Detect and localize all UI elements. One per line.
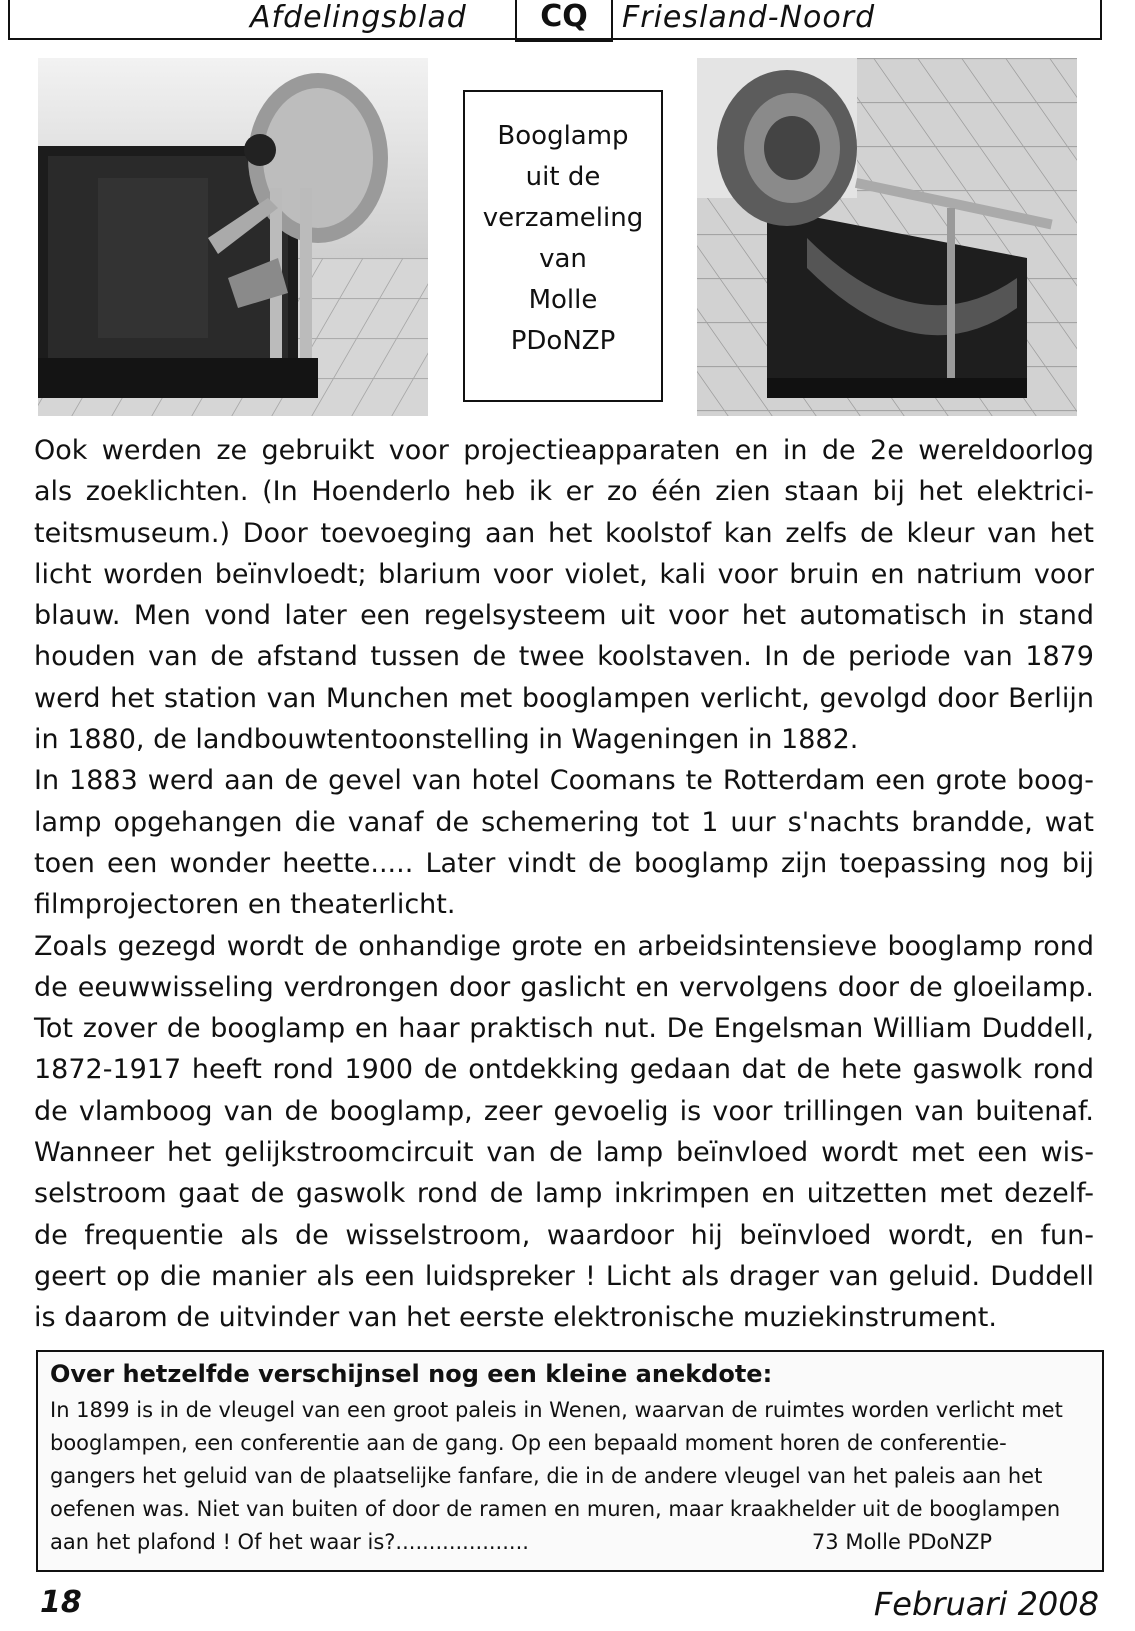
- caption-line: van: [539, 244, 587, 274]
- body-line: de frequentie als de wisselstroom, waardoor hij beïnvloed wordt, en fun-: [34, 1219, 1094, 1251]
- body-line: houden van de afstand tussen de twee koolstaven. In de periode van 1879: [34, 641, 1094, 673]
- photo-right: [697, 58, 1077, 416]
- body-line: werd het station van Munchen met booglampen verlicht, gevolgd door Berlijn: [34, 682, 1094, 714]
- page-header: [8, 0, 1102, 40]
- header-center-box: CQ: [515, 0, 613, 42]
- body-line: filmprojectoren en theaterlicht.: [34, 889, 456, 921]
- body-line: is daarom de uitvinder van het eerste elektronische muziekinstrument.: [34, 1302, 997, 1334]
- body-line: selstroom gaat de gaswolk rond de lamp inkrimpen en uitzetten met dezelf-: [34, 1178, 1094, 1210]
- body-line: licht worden beïnvloedt; blarium voor violet, kali voor bruin en natrium voor: [34, 558, 1094, 590]
- caption-line: uit de: [525, 162, 601, 192]
- body-line: toen een wonder heette..... Later vindt de booglamp zijn toepassing nog bij: [34, 847, 1094, 879]
- anecdote-last-line: [50, 1526, 1092, 1559]
- anecdote-line: gangers het geluid van de plaatselijke fanfare, die in de andere vleugel van het paleis aan het: [50, 1464, 1043, 1488]
- body-line: blauw. Men vond later een regelsysteem uit voor het automatisch in stand: [34, 600, 1094, 632]
- body-line: Wanneer het gelijkstroomcircuit van de lamp beïnvloed wordt met een wis-: [34, 1137, 1094, 1169]
- caption-line: verzameling: [482, 203, 644, 233]
- body-line: teitsmuseum.) Door toevoeging aan het koolstof kan zelfs de kleur van het: [34, 517, 1094, 549]
- header-right-title: Friesland-Noord: [622, 0, 876, 35]
- photo-left: [38, 58, 428, 416]
- anecdote-title: Over hetzelfde verschijnsel nog een kleine anekdote:: [50, 1360, 773, 1388]
- photo-caption-box: [463, 90, 663, 402]
- body-line: In 1883 werd aan de gevel van hotel Coomans te Rotterdam een grote boog-: [34, 765, 1094, 797]
- body-line: Tot zover de booglamp en haar praktisch nut. De Engelsman William Duddell,: [34, 1013, 1094, 1045]
- anecdote-line: oefenen was. Niet van buiten of door de ramen en muren, maar kraakhelder uit de booglampen: [50, 1497, 1061, 1521]
- issue-date: Februari 2008: [873, 1585, 1099, 1623]
- anecdote-signature: 73 Molle PDoNZP: [811, 1530, 992, 1554]
- body-line: in 1880, de landbouwtentoonstelling in Wageningen in 1882.: [34, 724, 859, 756]
- body-line: lamp opgehangen die vanaf de schemering tot 1 uur s'nachts brandde, wat: [34, 806, 1094, 838]
- anecdote-line: booglampen, een conferentie aan de gang. Op een bepaald moment horen de conferentie-: [50, 1431, 1007, 1455]
- anecdote-line: In 1899 is in de vleugel van een groot paleis in Wenen, waarvan de ruimtes worden verlicht met: [50, 1398, 1063, 1422]
- arc-lamp-photo-right: [697, 58, 1077, 416]
- body-line: Ook werden ze gebruikt voor projectieapparaten en in de 2e wereldoorlog: [34, 435, 1094, 466]
- caption-line: Booglamp: [497, 121, 629, 151]
- article-body: [34, 430, 1094, 1339]
- body-line: de eeuwwisseling verdrongen door gaslicht en vervolgens door de gloeilamp.: [34, 971, 1094, 1003]
- anecdote-box: [36, 1350, 1104, 1572]
- body-line: de vlamboog van de booglamp, zeer gevoelig is voor trillingen van buitenaf.: [34, 1095, 1094, 1127]
- body-line: als zoeklichten. (In Hoenderlo heb ik er zo één zien staan bij het elektrici-: [34, 476, 1094, 508]
- body-line: 1872-1917 heeft rond 1900 de ontdekking gedaan dat de hete gaswolk rond: [34, 1054, 1094, 1086]
- page-number: 18: [40, 1585, 82, 1620]
- arc-lamp-photo-left: [38, 58, 428, 416]
- body-line: geert op die manier als een luidspreker ! Licht als drager van geluid. Duddell: [34, 1260, 1094, 1292]
- body-line: Zoals gezegd wordt de onhandige grote en arbeidsintensieve booglamp rond: [34, 930, 1094, 962]
- anecdote-closing-text: aan het plafond ! Of het waar is?....................: [50, 1530, 529, 1554]
- header-left-title: Afdelingsblad: [250, 0, 467, 35]
- caption-line: PDoNZP: [510, 326, 616, 356]
- caption-line: Molle: [528, 285, 598, 315]
